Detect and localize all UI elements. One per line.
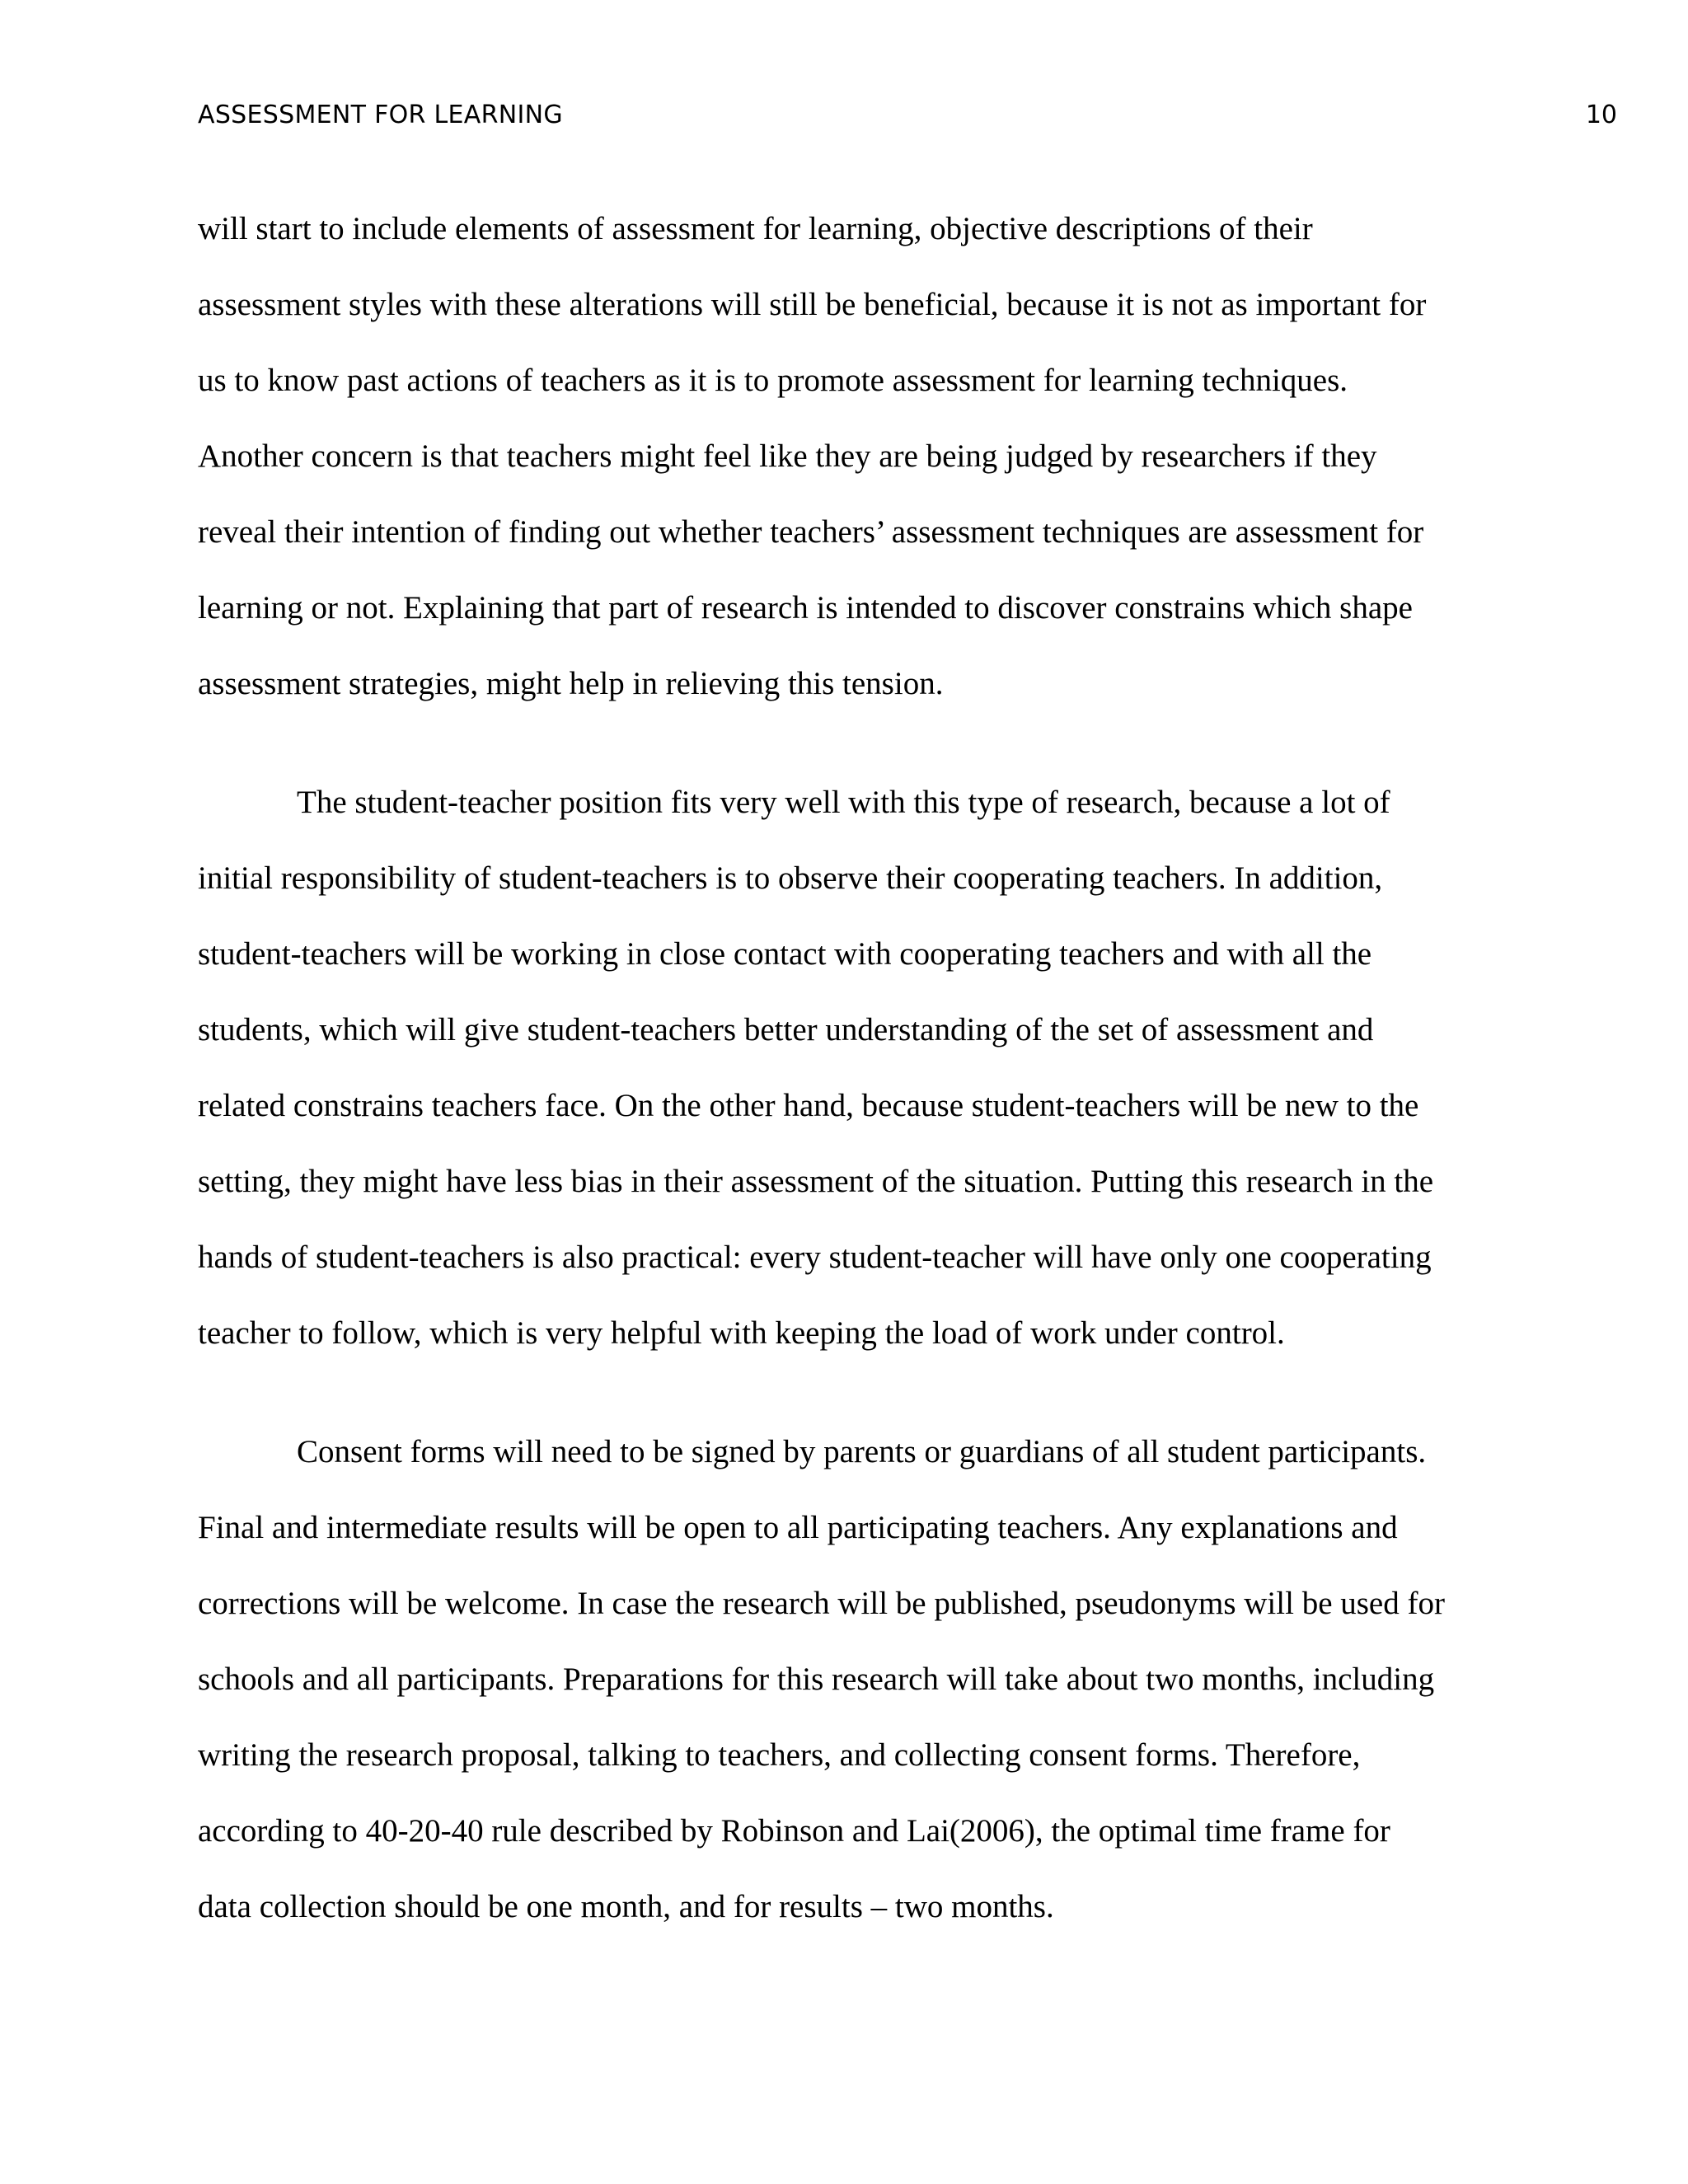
text-line: students, which will give student-teachers better understanding of the set of assessment and bbox=[198, 1012, 1374, 1047]
text-line: setting, they might have less bias in their assessment of the situation. Putting this research in the bbox=[198, 1164, 1434, 1199]
text-line: The student-teacher position fits very well with this type of research, because a lot of bbox=[297, 785, 1390, 820]
document-body bbox=[198, 191, 1517, 1945]
text-line: will start to include elements of assessment for learning, objective descriptions of their bbox=[198, 211, 1313, 246]
text-line: data collection should be one month, and for results – two months. bbox=[198, 1889, 1054, 1924]
text-line: related constrains teachers face. On the other hand, because student-teachers will be new to the bbox=[198, 1088, 1419, 1123]
text-line: reveal their intention of finding out whether teachers’ assessment techniques are assessment for bbox=[198, 514, 1424, 550]
text-line: according to 40-20-40 rule described by Robinson and Lai(2006), the optimal time frame for bbox=[198, 1813, 1390, 1849]
paragraph-1 bbox=[198, 191, 1517, 722]
text-line: assessment strategies, might help in relieving this tension. bbox=[198, 666, 944, 701]
text-line: schools and all participants. Preparations for this research will take about two months, including bbox=[198, 1661, 1435, 1697]
text-line: writing the research proposal, talking to teachers, and collecting consent forms. Therefore, bbox=[198, 1737, 1361, 1773]
text-line: Consent forms will need to be signed by parents or guardians of all student participants. bbox=[297, 1434, 1427, 1469]
text-line: student-teachers will be working in close contact with cooperating teachers and with all the bbox=[198, 936, 1372, 972]
text-line: assessment styles with these alterations will still be beneficial, because it is not as important for bbox=[198, 287, 1427, 322]
text-line: teacher to follow, which is very helpful with keeping the load of work under control. bbox=[198, 1315, 1285, 1351]
text-line: us to know past actions of teachers as it is to promote assessment for learning techniques. bbox=[198, 363, 1348, 398]
running-head bbox=[198, 101, 1617, 138]
text-line: hands of student-teachers is also practical: every student-teacher will have only one cooperating bbox=[198, 1240, 1432, 1275]
running-head-title: ASSESSMENT FOR LEARNING bbox=[198, 101, 563, 129]
text-line: Another concern is that teachers might feel like they are being judged by researchers if they bbox=[198, 438, 1377, 474]
text-line: learning or not. Explaining that part of research is intended to discover constrains which shape bbox=[198, 590, 1413, 626]
text-line: Final and intermediate results will be open to all participating teachers. Any explanations and bbox=[198, 1510, 1398, 1545]
paragraph-2 bbox=[198, 765, 1517, 1371]
paragraph-3 bbox=[198, 1414, 1517, 1945]
text-line: corrections will be welcome. In case the research will be published, pseudonyms will be used for bbox=[198, 1586, 1445, 1621]
text-line: initial responsibility of student-teachers is to observe their cooperating teachers. In addition, bbox=[198, 860, 1383, 896]
page-number: 10 bbox=[1585, 101, 1617, 129]
